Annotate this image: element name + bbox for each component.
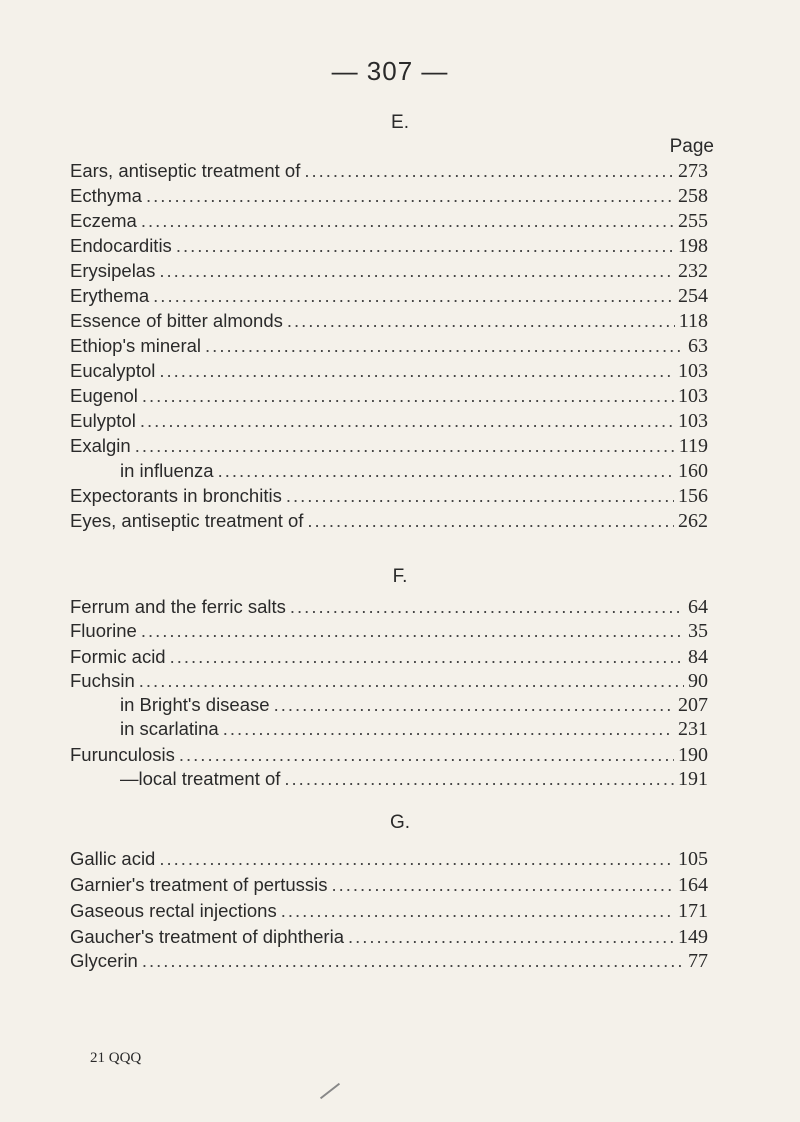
index-entry — [70, 185, 708, 211]
entry-page: 258 — [678, 185, 708, 207]
index-entry — [70, 926, 708, 952]
entry-label: Eulyptol — [70, 410, 136, 431]
entry-page: 156 — [678, 485, 708, 507]
entry-page: 273 — [678, 160, 708, 182]
leader-dots — [141, 620, 684, 642]
index-entry — [70, 744, 708, 770]
leader-dots — [218, 460, 674, 482]
leader-dots — [223, 718, 674, 740]
leader-dots — [141, 210, 674, 232]
entry-page: 149 — [678, 926, 708, 948]
index-entry — [120, 694, 708, 720]
entry-page: 103 — [678, 410, 708, 432]
leader-dots — [304, 160, 674, 182]
entry-page: 262 — [678, 510, 708, 532]
index-entry — [70, 485, 708, 511]
entry-label: Fluorine — [70, 620, 137, 641]
index-entry — [70, 596, 708, 622]
index-entry — [70, 848, 708, 874]
entry-label: Glycerin — [70, 950, 138, 971]
entry-label: Gallic acid — [70, 848, 156, 869]
entry-label: Eyes, antiseptic treatment of — [70, 510, 304, 531]
entry-page: 103 — [678, 385, 708, 407]
entry-page: 232 — [678, 260, 708, 282]
index-entry — [70, 235, 708, 261]
entry-page: 103 — [678, 360, 708, 382]
page-number: — 307 — — [331, 56, 449, 86]
entry-page: 190 — [678, 744, 708, 766]
leader-dots — [332, 874, 675, 896]
entry-page: 255 — [678, 210, 708, 232]
entry-label: Erysipelas — [70, 260, 156, 281]
leader-dots — [153, 285, 674, 307]
index-entry — [70, 210, 708, 236]
entry-page: 164 — [678, 874, 708, 896]
leader-dots — [179, 744, 674, 766]
entry-page: 207 — [678, 694, 708, 716]
index-entry — [70, 510, 708, 536]
index-entry — [70, 950, 708, 976]
pen-stroke — [320, 1083, 340, 1099]
entry-label: Fuchsin — [70, 670, 135, 691]
entry-label: in scarlatina — [120, 718, 219, 739]
entry-page: 84 — [688, 646, 708, 668]
index-entry — [70, 310, 708, 336]
entry-label: Expectorants in bronchitis — [70, 485, 282, 506]
leader-dots — [286, 485, 674, 507]
entry-page: 171 — [678, 900, 708, 922]
entry-label: Gaseous rectal injections — [70, 900, 277, 921]
index-entry — [70, 335, 708, 361]
index-entry — [70, 900, 708, 926]
index-entry — [70, 410, 708, 436]
entry-label: Garnier's treatment of pertussis — [70, 874, 328, 895]
index-entry — [70, 435, 708, 461]
leader-dots — [142, 385, 674, 407]
entry-label: Exalgin — [70, 435, 131, 456]
leader-dots — [274, 694, 674, 716]
section-letter-f: F. — [392, 566, 408, 587]
entry-page: 191 — [678, 768, 708, 790]
leader-dots — [159, 848, 674, 870]
leader-dots — [284, 768, 674, 790]
entry-label: Essence of bitter almonds — [70, 310, 283, 331]
entry-page: 90 — [688, 670, 708, 692]
leader-dots — [142, 950, 684, 972]
entry-label: Ears, antiseptic treatment of — [70, 160, 301, 181]
entry-page: 254 — [678, 285, 708, 307]
entry-page: 160 — [678, 460, 708, 482]
index-entry — [70, 670, 708, 696]
leader-dots — [176, 235, 674, 257]
index-entry — [120, 768, 708, 794]
entry-page: 77 — [688, 950, 708, 972]
entry-page: 119 — [678, 435, 708, 457]
leader-dots — [281, 900, 674, 922]
signature-mark: 21 QQQ — [90, 1050, 142, 1066]
leader-dots — [139, 670, 684, 692]
index-entry — [120, 460, 708, 486]
index-entry — [70, 385, 708, 411]
index-entry — [120, 718, 708, 744]
entry-label: Ferrum and the ferric salts — [70, 596, 286, 617]
entry-label: Ethiop's mineral — [70, 335, 202, 356]
leader-dots — [170, 646, 684, 668]
index-entry — [70, 620, 708, 646]
entry-page: 105 — [678, 848, 708, 870]
entry-label: Furunculosis — [70, 744, 175, 765]
entry-label: Eugenol — [70, 385, 138, 406]
entry-page: 63 — [688, 335, 708, 357]
entry-label: Ecthyma — [70, 185, 142, 206]
leader-dots — [159, 360, 674, 382]
entry-label: Eucalyptol — [70, 360, 156, 381]
leader-dots — [307, 510, 674, 532]
entry-label: Erythema — [70, 285, 150, 306]
entry-label: Gaucher's treatment of diphtheria — [70, 926, 344, 947]
index-entry — [70, 360, 708, 386]
leader-dots — [159, 260, 674, 282]
leader-dots — [287, 310, 675, 332]
entry-label: Eczema — [70, 210, 137, 231]
entry-page: 118 — [678, 310, 708, 332]
leader-dots — [146, 185, 674, 207]
index-entry — [70, 160, 708, 186]
entry-page: 198 — [678, 235, 708, 257]
index-entry — [70, 646, 708, 672]
section-letter-e: E. — [391, 112, 409, 133]
page-column-label: Page — [669, 136, 714, 157]
index-entry — [70, 285, 708, 311]
leader-dots — [135, 435, 675, 457]
leader-dots — [205, 335, 684, 357]
leader-dots — [348, 926, 674, 948]
index-entry — [70, 874, 708, 900]
entry-label: in Bright's disease — [120, 694, 270, 715]
entry-label: Endocarditis — [70, 235, 172, 256]
entry-label: in influenza — [120, 460, 214, 481]
entry-label: Formic acid — [70, 646, 166, 667]
entry-page: 64 — [688, 596, 708, 618]
index-entry — [70, 260, 708, 286]
entry-label: —local treatment of — [120, 768, 281, 789]
section-letter-g: G. — [389, 812, 411, 833]
leader-dots — [140, 410, 674, 432]
leader-dots — [290, 596, 684, 618]
entry-page: 35 — [688, 620, 708, 642]
entry-page: 231 — [678, 718, 708, 740]
